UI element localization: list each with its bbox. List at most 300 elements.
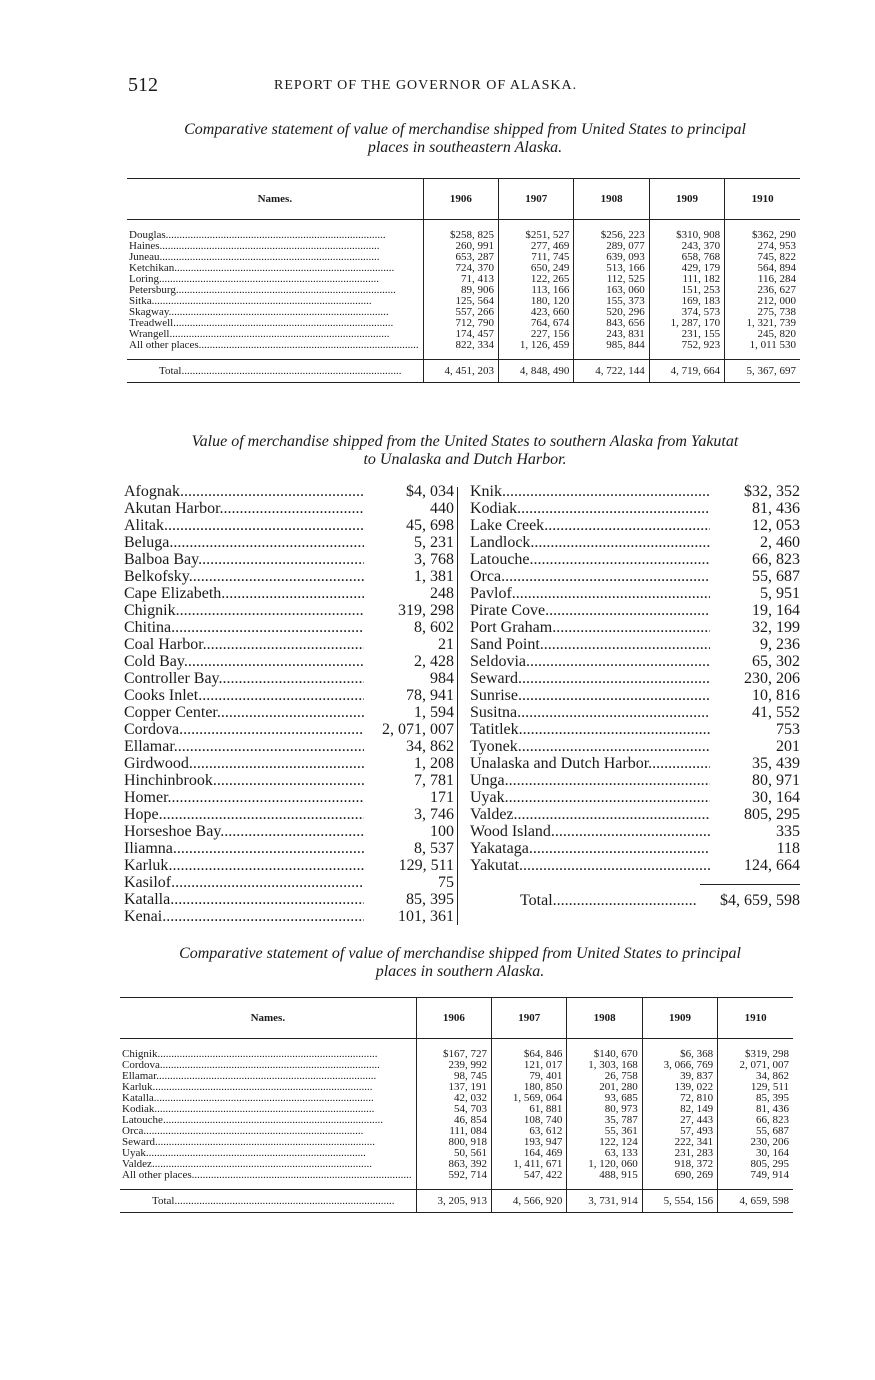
table-row	[120, 1115, 793, 1126]
row-name	[127, 252, 423, 263]
place-value: 21	[364, 636, 454, 653]
leader-dots	[168, 789, 364, 806]
place-cell	[124, 891, 364, 908]
place-cell	[124, 704, 364, 721]
row-value: $64, 846	[492, 1039, 567, 1061]
leader-dots	[189, 568, 364, 585]
row-value: 918, 372	[642, 1159, 717, 1170]
leader-dots	[192, 1170, 412, 1181]
list-item	[470, 704, 800, 721]
place-cell	[470, 670, 710, 687]
place-name: Chitina	[124, 619, 172, 636]
place-value: 335	[710, 823, 800, 840]
row-value: 690, 269	[642, 1170, 717, 1190]
list-item	[124, 823, 454, 840]
list-item	[124, 840, 454, 857]
leader-dots	[220, 823, 364, 840]
row-name	[120, 1115, 416, 1126]
row-value: 26, 758	[567, 1071, 642, 1082]
table-row	[120, 1137, 793, 1148]
row-value: 227, 156	[499, 329, 574, 340]
place-value: 1, 381	[364, 568, 454, 585]
place-name: Latouche	[470, 551, 530, 568]
leader-dots	[199, 340, 419, 351]
row-value: 749, 914	[718, 1170, 793, 1190]
place-cell	[470, 823, 710, 840]
row-name	[120, 1060, 416, 1071]
place-cell	[470, 517, 710, 534]
row-value: 50, 561	[416, 1148, 491, 1159]
place-value: 171	[364, 789, 454, 806]
list-item	[470, 789, 800, 806]
place-name: Unalaska and Dutch Harbor	[470, 755, 649, 772]
row-value: 66, 823	[718, 1115, 793, 1126]
row-name	[127, 296, 423, 307]
table-row	[120, 1039, 793, 1061]
place-name: Homer	[124, 789, 168, 806]
row-value: 46, 854	[416, 1115, 491, 1126]
total-value: 4, 451, 203	[423, 360, 498, 383]
table-row	[120, 1159, 793, 1170]
row-value: 1, 411, 671	[492, 1159, 567, 1170]
leader-dots	[505, 772, 710, 789]
column-header: 1908	[574, 179, 649, 220]
place-name: Seward	[470, 670, 518, 687]
list-item	[124, 755, 454, 772]
place-name: Lake Creek	[470, 517, 545, 534]
leader-dots	[505, 789, 710, 806]
row-value: 63, 612	[492, 1126, 567, 1137]
place-value: 10, 816	[710, 687, 800, 704]
place-name: Karluk	[122, 1082, 153, 1093]
row-value: 82, 149	[642, 1104, 717, 1115]
places-list-left	[124, 483, 454, 925]
table-row	[127, 220, 800, 242]
leader-dots	[552, 619, 710, 636]
place-name: Juneau	[129, 252, 160, 263]
table-row	[120, 1104, 793, 1115]
place-name: Yakataga	[470, 840, 529, 857]
row-value: 805, 295	[718, 1159, 793, 1170]
row-value: 80, 973	[567, 1104, 642, 1115]
row-value: 243, 831	[574, 329, 649, 340]
row-value: 151, 253	[649, 285, 724, 296]
place-name: Ketchikan	[129, 263, 175, 274]
row-value: 423, 660	[499, 307, 574, 318]
list-item	[124, 772, 454, 789]
place-cell	[470, 483, 710, 500]
place-name: Beluga	[124, 534, 170, 551]
leader-dots	[174, 263, 394, 274]
place-name: Ellamar	[122, 1071, 157, 1082]
row-value: 180, 120	[499, 296, 574, 307]
total-value: 3, 731, 914	[567, 1190, 642, 1213]
list-item	[470, 772, 800, 789]
column-header: Names.	[127, 179, 423, 220]
leader-dots	[501, 568, 710, 585]
place-value: 80, 971	[710, 772, 800, 789]
row-value: $167, 727	[416, 1039, 491, 1061]
list-item	[124, 721, 454, 738]
leader-dots	[169, 329, 389, 340]
place-cell	[124, 806, 364, 823]
leader-dots	[159, 806, 364, 823]
leader-dots	[156, 1071, 376, 1082]
row-value: 139, 022	[642, 1082, 717, 1093]
place-name: Valdez	[122, 1159, 152, 1170]
list-item	[124, 585, 454, 602]
place-value: 118	[710, 840, 800, 857]
row-value: 42, 032	[416, 1093, 491, 1104]
row-name	[120, 1137, 416, 1148]
place-cell	[124, 908, 364, 925]
list-item	[470, 483, 800, 500]
place-name: All other places	[129, 340, 199, 351]
leader-dots	[189, 755, 364, 772]
place-value: 129, 511	[364, 857, 454, 874]
column-header: 1910	[718, 998, 793, 1039]
page-header	[128, 74, 800, 98]
place-name: Cape Elizabeth	[124, 585, 222, 602]
leader-dots	[166, 229, 386, 241]
table-row	[120, 1082, 793, 1093]
list-item	[470, 840, 800, 857]
place-name: Uyak	[470, 789, 505, 806]
list-item	[124, 500, 454, 517]
place-name: Cordova	[122, 1060, 160, 1071]
list-item	[124, 806, 454, 823]
table-row	[120, 1093, 793, 1104]
place-value: 41, 552	[710, 704, 800, 721]
leader-dots	[648, 755, 710, 772]
row-name	[120, 1159, 416, 1170]
place-name: Horseshoe Bay	[124, 823, 221, 840]
place-value: 66, 823	[710, 551, 800, 568]
place-name: Sunrise	[470, 687, 518, 704]
list-item	[124, 738, 454, 755]
leader-dots	[170, 891, 364, 908]
total-value: 4, 659, 598	[718, 1190, 793, 1213]
place-cell	[124, 483, 364, 500]
row-value: 212, 000	[725, 296, 800, 307]
row-name	[120, 1039, 416, 1061]
leader-dots	[519, 721, 710, 738]
table-row	[127, 318, 800, 329]
row-value: 243, 370	[649, 241, 724, 252]
place-value: 2, 428	[364, 653, 454, 670]
place-cell	[470, 568, 710, 585]
list-item	[124, 857, 454, 874]
list-item	[124, 670, 454, 687]
place-cell	[124, 823, 364, 840]
table-row	[127, 296, 800, 307]
row-value: 116, 284	[725, 274, 800, 285]
row-name	[127, 318, 423, 329]
column-header: 1907	[499, 179, 574, 220]
leader-dots	[174, 738, 364, 755]
row-name	[120, 1071, 416, 1082]
place-name: Controller Bay	[124, 670, 219, 687]
row-value: 653, 287	[423, 252, 498, 263]
place-cell	[470, 806, 710, 823]
row-value: $310, 908	[649, 220, 724, 242]
list-item	[470, 823, 800, 840]
place-value: 5, 231	[364, 534, 454, 551]
list-item	[124, 874, 454, 891]
table-row	[127, 263, 800, 274]
row-value: 745, 822	[725, 252, 800, 263]
place-value: 8, 537	[364, 840, 454, 857]
place-name: Ellamar	[124, 738, 174, 755]
place-name: Girdwood	[124, 755, 189, 772]
row-value: 658, 768	[649, 252, 724, 263]
place-cell	[470, 602, 710, 619]
total-value: 4, 722, 144	[574, 360, 649, 383]
place-value: 65, 302	[710, 653, 800, 670]
place-cell	[124, 585, 364, 602]
leader-dots	[181, 365, 401, 377]
table-row	[120, 1060, 793, 1071]
leader-dots	[502, 483, 710, 500]
list-item	[470, 534, 800, 551]
leader-dots	[198, 687, 364, 704]
total-value: 4, 848, 490	[499, 360, 574, 383]
leader-dots	[176, 602, 364, 619]
place-name: Knik	[470, 483, 502, 500]
row-name	[127, 220, 423, 242]
list-item	[470, 857, 800, 874]
place-name: Landlock	[470, 534, 531, 551]
leader-dots	[180, 483, 364, 500]
list-caption: Value of merchandise shipped from the United States to southern Alaska from Yakutat to Unalaska and Dutch Harbor.	[191, 433, 739, 468]
place-value: 55, 687	[710, 568, 800, 585]
row-name	[127, 241, 423, 252]
list-item	[470, 636, 800, 653]
place-name: Tatitlek	[470, 721, 519, 738]
place-name: Kodiak	[122, 1104, 155, 1115]
place-name: Douglas	[129, 229, 166, 241]
total-row	[120, 1190, 793, 1213]
list-item	[470, 585, 800, 602]
page-number: 512	[128, 74, 158, 96]
place-cell	[124, 568, 364, 585]
place-value: $4, 034	[364, 483, 454, 500]
place-value: 1, 208	[364, 755, 454, 772]
place-name: Wrangell	[129, 329, 170, 340]
row-value: $6, 368	[642, 1039, 717, 1061]
place-name: Orca	[122, 1126, 144, 1137]
row-value: 169, 183	[649, 296, 724, 307]
row-value: 180, 850	[492, 1082, 567, 1093]
row-value: 174, 457	[423, 329, 498, 340]
row-value: 289, 077	[574, 241, 649, 252]
row-value: 374, 573	[649, 307, 724, 318]
leader-dots	[544, 517, 710, 534]
row-value: 843, 656	[574, 318, 649, 329]
place-name: Haines	[129, 241, 160, 252]
place-value: 2, 071, 007	[364, 721, 454, 738]
row-value: 155, 373	[574, 296, 649, 307]
place-cell	[124, 840, 364, 857]
row-value: 81, 436	[718, 1104, 793, 1115]
row-value: 711, 745	[499, 252, 574, 263]
row-value: 34, 862	[718, 1071, 793, 1082]
row-value: 108, 740	[492, 1115, 567, 1126]
place-name: Katalla	[122, 1093, 154, 1104]
place-name: Alitak	[124, 517, 164, 534]
column-header: Names.	[120, 998, 416, 1039]
leader-dots	[171, 619, 364, 636]
leader-dots	[530, 551, 710, 568]
leader-dots	[518, 738, 710, 755]
place-value: 124, 664	[710, 857, 800, 874]
list-item	[124, 704, 454, 721]
list-total-label: Total	[520, 892, 553, 909]
place-cell	[124, 857, 364, 874]
total-value: 4, 719, 664	[649, 360, 724, 383]
place-name: Seldovia	[470, 653, 526, 670]
leader-dots	[159, 274, 379, 285]
place-value: 81, 436	[710, 500, 800, 517]
table-row	[127, 241, 800, 252]
place-cell	[124, 619, 364, 636]
place-value: 30, 164	[710, 789, 800, 806]
row-value: 54, 703	[416, 1104, 491, 1115]
total-label: Total	[159, 364, 182, 377]
row-value: 61, 881	[492, 1104, 567, 1115]
place-name: Cooks Inlet	[124, 687, 199, 704]
places-list-right	[470, 483, 800, 874]
leader-dots	[530, 534, 710, 551]
row-value: 57, 493	[642, 1126, 717, 1137]
column-header: 1909	[649, 179, 724, 220]
row-value: 125, 564	[423, 296, 498, 307]
row-value: 274, 953	[725, 241, 800, 252]
leader-dots	[220, 500, 364, 517]
row-value: 222, 341	[642, 1137, 717, 1148]
place-name: Kodiak	[470, 500, 518, 517]
leader-dots	[153, 1082, 373, 1093]
list-item	[124, 653, 454, 670]
place-name: Chignik	[122, 1048, 158, 1060]
row-value: $140, 670	[567, 1039, 642, 1061]
place-cell	[124, 534, 364, 551]
place-name: Pirate Cove	[470, 602, 546, 619]
row-value: 592, 714	[416, 1170, 491, 1190]
place-cell	[470, 534, 710, 551]
place-value: 753	[710, 721, 800, 738]
list-item	[124, 636, 454, 653]
leader-dots	[146, 1148, 366, 1159]
place-value: 45, 698	[364, 517, 454, 534]
row-value: 513, 166	[574, 263, 649, 274]
place-value: 100	[364, 823, 454, 840]
leader-dots	[198, 551, 364, 568]
row-value: 111, 182	[649, 274, 724, 285]
row-value: 193, 947	[492, 1137, 567, 1148]
row-value: 520, 296	[574, 307, 649, 318]
place-cell	[124, 789, 364, 806]
place-name: Pavlof	[470, 585, 512, 602]
leader-dots	[168, 857, 364, 874]
place-cell	[470, 500, 710, 517]
place-name: Sitka	[129, 296, 152, 307]
row-value: 985, 844	[574, 340, 649, 360]
list-item	[470, 653, 800, 670]
row-value: 724, 370	[423, 263, 498, 274]
row-name	[120, 1126, 416, 1137]
leader-dots	[221, 585, 364, 602]
leader-dots	[545, 602, 710, 619]
leader-dots	[529, 840, 710, 857]
list-item	[470, 619, 800, 636]
place-value: 7, 781	[364, 772, 454, 789]
list-item	[124, 891, 454, 908]
row-value: $251, 527	[499, 220, 574, 242]
row-value: 39, 837	[642, 1071, 717, 1082]
place-name: Coal Harbor	[124, 636, 203, 653]
place-name: Karluk	[124, 857, 169, 874]
place-cell	[470, 721, 710, 738]
table-row	[127, 274, 800, 285]
place-value: 1, 594	[364, 704, 454, 721]
row-name	[127, 340, 423, 360]
row-value: 55, 687	[718, 1126, 793, 1137]
list-item	[124, 619, 454, 636]
place-name: Orca	[470, 568, 502, 585]
list-item	[470, 602, 800, 619]
row-name	[120, 1082, 416, 1093]
table1-caption: Comparative statement of value of merchandise shipped from United States to principal places in southeastern Alaska.	[184, 121, 746, 156]
row-value: 863, 392	[416, 1159, 491, 1170]
leader-dots	[169, 307, 389, 318]
place-value: 19, 164	[710, 602, 800, 619]
row-name	[127, 360, 423, 383]
list-item	[124, 517, 454, 534]
row-value: 639, 093	[574, 252, 649, 263]
row-name	[127, 329, 423, 340]
leader-dots	[540, 636, 710, 653]
place-value: 440	[364, 500, 454, 517]
list-total-value: $4, 659, 598	[696, 891, 800, 911]
place-cell	[470, 738, 710, 755]
row-value: 63, 133	[567, 1148, 642, 1159]
table2-caption: Comparative statement of value of merchandise shipped from United States to principal places in southern Alaska.	[179, 945, 741, 980]
table-row	[127, 329, 800, 340]
place-cell	[124, 772, 364, 789]
list-item	[470, 551, 800, 568]
place-cell	[470, 687, 710, 704]
table-row	[120, 1126, 793, 1137]
place-cell	[470, 653, 710, 670]
place-name: Akutan Harbor	[124, 500, 220, 517]
place-name: Kenai	[124, 908, 163, 925]
list-item	[470, 500, 800, 517]
row-name	[120, 1170, 416, 1190]
total-value: 5, 367, 697	[725, 360, 800, 383]
row-value: 1, 120, 060	[567, 1159, 642, 1170]
place-cell	[470, 551, 710, 568]
list-item	[124, 602, 454, 619]
row-value: 245, 820	[725, 329, 800, 340]
place-cell	[470, 636, 710, 653]
place-value: 248	[364, 585, 454, 602]
list-item	[470, 755, 800, 772]
place-cell	[124, 636, 364, 653]
list-item	[124, 908, 454, 925]
place-name: Copper Center	[124, 704, 217, 721]
leader-dots	[171, 874, 364, 891]
